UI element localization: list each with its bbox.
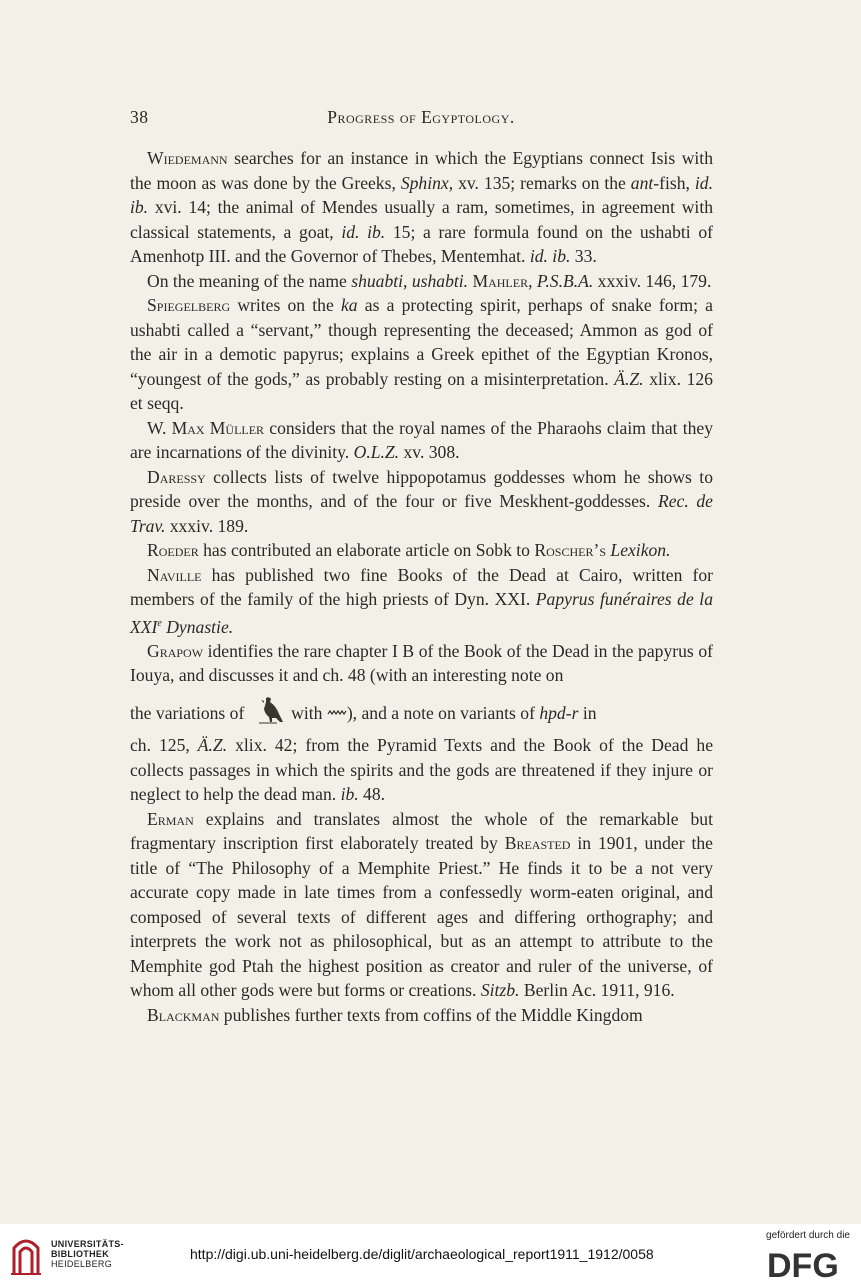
paragraph-roeder: Roeder has contributed an elaborate article on Sobk to Roscher’s Lexikon.: [147, 540, 671, 560]
funding-note: gefördert durch die: [766, 1230, 850, 1241]
paragraph-naville: Naville has published two fine Books of the Dead at Cairo, written for members of the family of the high priests of Dyn. XXI. Papyrus funéraires de la XXIe Dynastie.: [130, 564, 713, 637]
university-library-logo-icon: [10, 1234, 42, 1278]
viewer-footer: [0, 1224, 861, 1286]
page-number: 38: [130, 107, 149, 127]
paragraph-max-muller: W. Max Müller considers that the royal names of the Pharaohs claim that they are incarnations of the divinity. O.L.Z. xv. 308.: [130, 417, 713, 462]
water-ripple-hieroglyph-icon: [327, 708, 347, 718]
vulture-hieroglyph-icon: [251, 695, 285, 725]
paragraph-grapow: Grapow identifies the rare chapter I B of the Book of the Dead in the papyrus of Iouya, and discusses it and ch. 48 (with an interesting note on the variations of with ), and a note on variants of hpd-r in ch. 125, Ä.Z. xlix. 42; from the Pyramid Texts and the Book of the Dead he collects passages in which the spirits and the gods are threatened if they injure or neglect to help the dead man. ib. 48.: [130, 640, 713, 805]
dfg-logo[interactable]: [765, 1246, 851, 1280]
library-name[interactable]: UNIVERSITÄTS- BIBLIOTHEK HEIDELBERG: [51, 1239, 124, 1269]
paragraph-ushabti: On the meaning of the name shuabti, ushabti. Mahler, P.S.B.A. xxxiv. 146, 179.: [147, 270, 712, 291]
running-header: [130, 107, 712, 131]
paragraph-wiedemann: Wiedemann searches for an instance in which the Egyptians connect Isis with the moon as was done by the Greeks, Sphinx, xv. 135; remarks on the ant-fish, id. ib. xvi. 14; the animal of Mendes usually a ram, sometimes, in agreement with classical statements, a goat, id. ib. 15; a rare formula found on the ushabti of Amenhotp III. and the Governor of Thebes, Mentemhat. id. ib. 33.: [130, 148, 713, 266]
paragraph-blackman: Blackman publishes further texts from coffins of the Middle Kingdom: [147, 1004, 643, 1025]
paragraph-spiegelberg: Spiegelberg writes on the ka as a protecting spirit, perhaps of snake form; a ushabti called a “servant,” though representing the deceased; Ammon as god of the air in a demotic papyrus; explains a Greek epithet of the Egyptian Kronos, “youngest of the gods,” as probably resting on a misinterpretation. Ä.Z. xlix. 126 et seqq.: [130, 295, 713, 413]
running-title: Progress of Egyptology.: [327, 107, 515, 127]
paragraph-erman: Erman explains and translates almost the whole of the remarkable but fragmentary inscription first elaborately treated by Breasted in 1901, under the title of “The Philosophy of a Memphite Priest.” He finds it to be a not very accurate copy made in late times from a confessedly worm-eaten original, and composed of several texts of different ages and differing orthography; and interprets the work not as philosophical, but as an attempt to attribute to the Memphite god Ptah the highest position as creator and ruler of the universe, of whom all other gods were but forms or creations. Sitzb. Berlin Ac. 1911, 916.: [130, 808, 713, 1001]
permalink-url[interactable]: http://digi.ub.uni-heidelberg.de/diglit/archaeological_report1911_1912/0058: [190, 1246, 654, 1262]
svg-text:DFG: DFG: [767, 1247, 839, 1280]
paragraph-daressy: Daressy collects lists of twelve hippopotamus goddesses whom he shows to preside over the months, and of the four or five Meskhent-goddesses. Rec. de Trav. xxxiv. 189.: [130, 466, 713, 536]
body-text: [130, 146, 713, 1027]
